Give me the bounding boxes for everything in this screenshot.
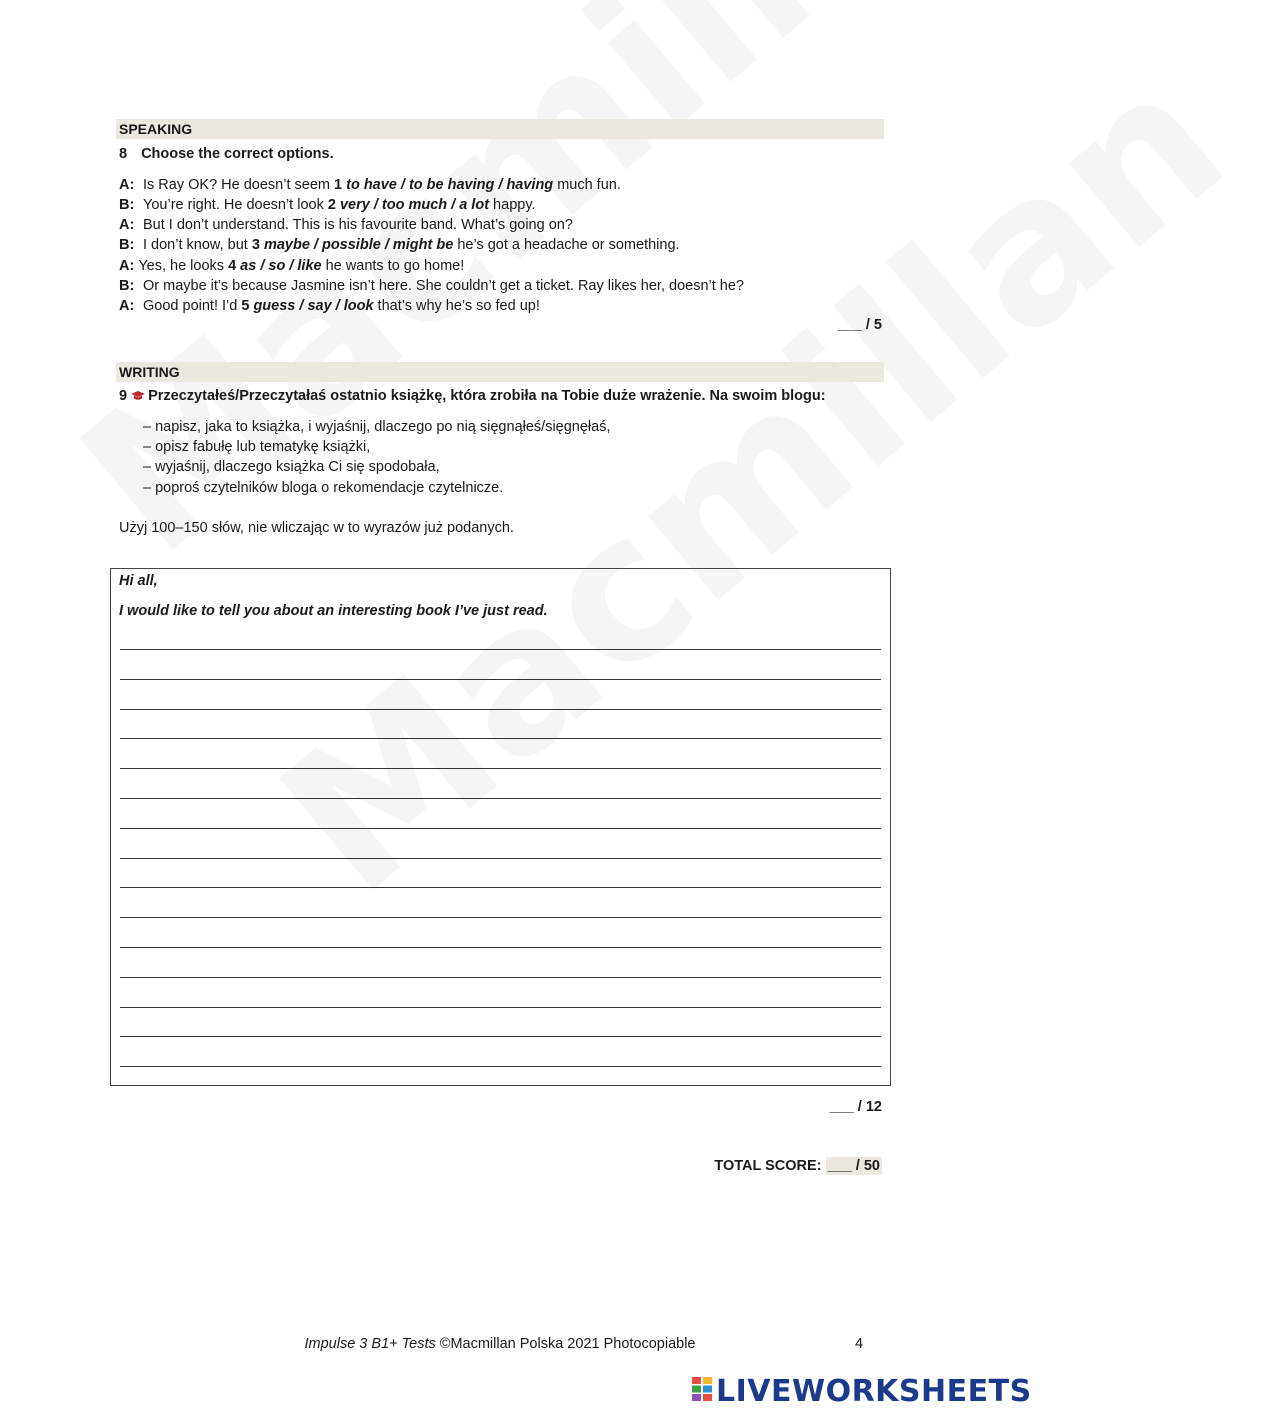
dialogue-text: he’s got a headache or something.	[453, 237, 680, 253]
brand-name[interactable]: LIVEWORKSHEETS	[716, 1374, 1032, 1409]
speaker-label: A:	[119, 298, 135, 314]
speaker-label: B:	[119, 237, 135, 253]
writing-box	[110, 568, 891, 1086]
dialogue-text: You’re right. He doesn’t look	[143, 197, 328, 213]
answer-line[interactable]	[120, 947, 881, 948]
speaker-label: A:	[119, 177, 135, 193]
dialogue-line	[119, 177, 621, 193]
task-number: 8	[119, 146, 128, 162]
footer-title: Impulse 3 B1+ Tests	[304, 1336, 436, 1352]
dialogue-text: much fun.	[553, 177, 621, 193]
bullet-item: – wyjaśnij, dlaczego książka Ci się spodobała,	[143, 459, 440, 475]
answer-line[interactable]	[120, 1066, 881, 1067]
total-score-label: TOTAL SCORE:	[714, 1158, 822, 1174]
total-score-value[interactable]: ___ / 50	[827, 1158, 880, 1174]
dialogue-line	[119, 298, 540, 314]
answer-line[interactable]	[120, 768, 881, 769]
dialogue-text: But I don’t understand. This is his favourite band. What’s going on?	[143, 217, 573, 233]
speaker-label: A:	[119, 258, 135, 274]
task-instruction: Przeczytałeś/Przeczytałaś ostatnio książkę, która zrobiła na Tobie duże wrażenie. Na swoim blogu:	[148, 388, 826, 404]
gap-number: 4	[228, 258, 237, 274]
writing-task-title	[119, 388, 826, 404]
word-limit: Użyj 100–150 słów, nie wliczając w to wyrazów już podanych.	[119, 520, 514, 536]
bullet-item: – napisz, jaka to książka, i wyjaśnij, dlaczego po nią sięgnąłeś/sięgnęłaś,	[143, 419, 611, 435]
task-number: 9	[119, 388, 128, 404]
answer-line[interactable]	[120, 858, 881, 859]
dialogue-text: I don’t know, but	[143, 237, 252, 253]
answer-line[interactable]	[120, 977, 881, 978]
speaking-task-title	[119, 146, 334, 162]
answer-line[interactable]	[120, 1007, 881, 1008]
speaking-heading: SPEAKING	[116, 119, 884, 139]
answer-options[interactable]: very / too much / a lot	[339, 197, 490, 213]
gap-number: 1	[334, 177, 343, 193]
greeting: Hi all,	[119, 573, 158, 589]
answer-options[interactable]: to have / to be having / having	[346, 177, 554, 193]
dialogue-line	[119, 258, 464, 274]
footer	[0, 1336, 1000, 1352]
speaking-score[interactable]: ___ / 5	[837, 317, 882, 333]
opening-sentence: I would like to tell you about an interesting book I’ve just read.	[119, 603, 548, 619]
answer-line[interactable]	[120, 828, 881, 829]
gap-number: 5	[241, 298, 250, 314]
writing-score[interactable]: ___ / 12	[829, 1099, 882, 1115]
answer-line[interactable]	[120, 738, 881, 739]
dialogue-line	[119, 278, 744, 294]
speaker-label: A:	[119, 217, 135, 233]
dialogue-line	[119, 197, 536, 213]
gap-number: 2	[327, 197, 336, 213]
answer-line[interactable]	[120, 649, 881, 650]
answer-line[interactable]	[120, 917, 881, 918]
answer-line[interactable]	[120, 798, 881, 799]
dialogue-text: Good point! I’d	[143, 298, 242, 314]
dialogue-text: that’s why he’s so fed up!	[373, 298, 540, 314]
answer-line[interactable]	[120, 709, 881, 710]
answer-line[interactable]	[120, 679, 881, 680]
dialogue-line	[119, 217, 573, 233]
footer-copyright: ©Macmillan Polska 2021 Photocopiable	[435, 1336, 696, 1352]
dialogue-text: Yes, he looks	[138, 258, 229, 274]
dialogue-text: Or maybe it’s because Jasmine isn’t here. She couldn’t get a ticket. Ray likes her, doesn’t he?	[143, 278, 744, 294]
answer-line[interactable]	[120, 1036, 881, 1037]
answer-line[interactable]	[120, 887, 881, 888]
dialogue-text: happy.	[489, 197, 536, 213]
gap-number: 3	[251, 237, 260, 253]
speaker-label: B:	[119, 278, 135, 294]
answer-options[interactable]: guess / say / look	[253, 298, 374, 314]
answer-options[interactable]: as / so / like	[240, 258, 322, 274]
writing-heading: WRITING	[116, 362, 884, 382]
task-instruction: Choose the correct options.	[141, 146, 334, 162]
bullet-item: – poproś czytelników bloga o rekomendacje czytelnicze.	[143, 480, 504, 496]
dialogue-line	[119, 237, 680, 253]
dialogue-text: he wants to go home!	[321, 258, 465, 274]
bullet-item: – opisz fabułę lub tematykę książki,	[143, 439, 371, 455]
page-number: 4	[855, 1336, 864, 1352]
answer-options[interactable]: maybe / possible / might be	[263, 237, 454, 253]
graduation-cap-icon	[131, 391, 145, 401]
liveworksheets-logo-icon	[692, 1377, 712, 1401]
dialogue-text: Is Ray OK? He doesn’t seem	[143, 177, 334, 193]
total-score	[714, 1158, 882, 1174]
speaker-label: B:	[119, 197, 135, 213]
